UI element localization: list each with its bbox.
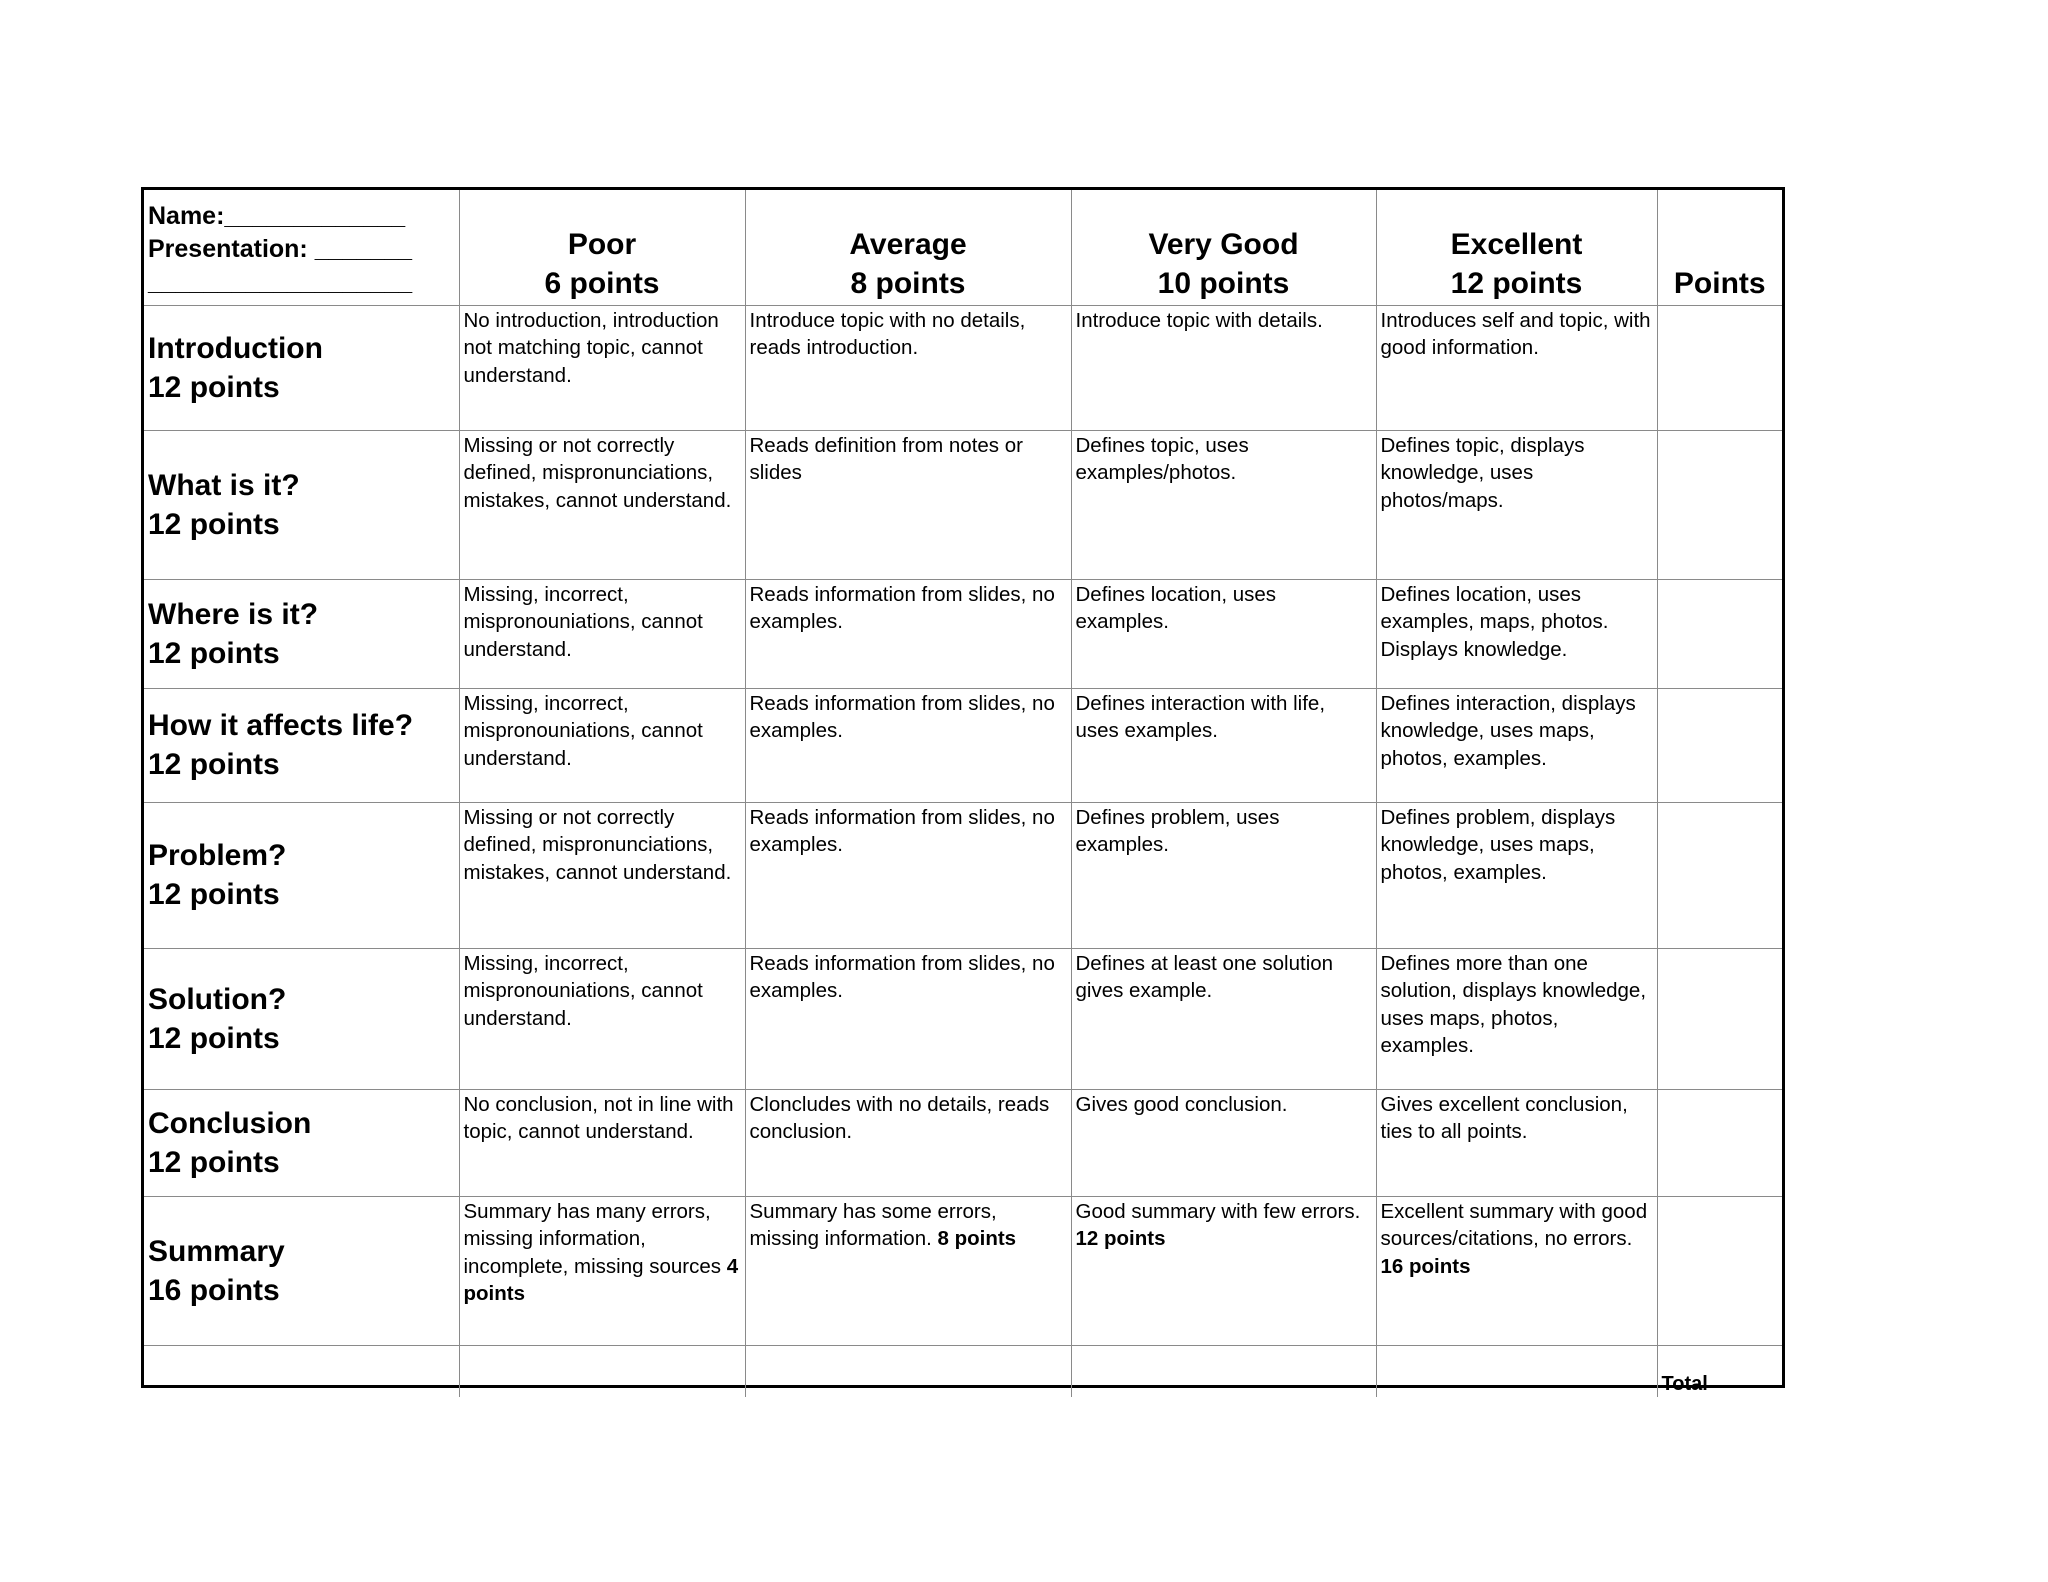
descriptor-average: Reads information from slides, no examples.: [745, 688, 1071, 802]
criterion-cell: [144, 1196, 459, 1345]
descriptor-excellent: Introduces self and topic, with good information.: [1376, 305, 1657, 430]
points-header-label: Points: [1673, 266, 1766, 300]
blank-cell: [1376, 1345, 1657, 1397]
descriptor-excellent: Defines topic, displays knowledge, uses photos/maps.: [1376, 430, 1657, 579]
descriptor-excellent: Defines problem, displays knowledge, uses maps, photos, examples.: [1376, 802, 1657, 948]
descriptor-average: Cloncludes with no details, reads conclusion.: [745, 1089, 1071, 1196]
points-entry-cell[interactable]: [1657, 1196, 1782, 1345]
descriptor-very-good: Defines interaction with life, uses examples.: [1071, 688, 1376, 802]
criterion-row-summary: [144, 1196, 1782, 1345]
criterion-cell: [144, 948, 459, 1089]
descriptor-poor: Missing, incorrect, mispronouniations, cannot understand.: [459, 948, 745, 1089]
level-header-average: [745, 190, 1071, 305]
points-entry-cell[interactable]: [1657, 579, 1782, 688]
descriptor-excellent: Gives excellent conclusion, ties to all points.: [1376, 1089, 1657, 1196]
criterion-cell: [144, 688, 459, 802]
descriptor-excellent: Excellent summary with good sources/citations, no errors. 16 points: [1376, 1196, 1657, 1345]
blank-cell: [1071, 1345, 1376, 1397]
blank-cell: [745, 1345, 1071, 1397]
criterion-row-problem: [144, 802, 1782, 948]
level-points: 8 points: [850, 266, 966, 300]
level-label: Average: [849, 227, 967, 261]
level-points: 10 points: [1157, 266, 1290, 300]
criterion-cell: [144, 802, 459, 948]
level-points: 12 points: [1450, 266, 1583, 300]
descriptor-average: Reads information from slides, no examples.: [745, 579, 1071, 688]
criterion-name: Conclusion: [148, 1106, 312, 1140]
level-header-very-good: [1071, 190, 1376, 305]
criterion-name: Problem?: [148, 839, 287, 872]
descriptor-very-good: Defines topic, uses examples/photos.: [1071, 430, 1376, 579]
points-entry-cell[interactable]: [1657, 430, 1782, 579]
rubric-table: [144, 190, 1782, 1397]
criterion-row-solution: [144, 948, 1782, 1089]
descriptor-average: Reads information from slides, no examples.: [745, 802, 1071, 948]
criterion-name: Introduction: [148, 331, 323, 365]
descriptor-very-good: Introduce topic with details.: [1071, 305, 1376, 430]
criterion-points: 12 points: [148, 878, 280, 911]
level-label: Very Good: [1148, 227, 1299, 261]
descriptor-very-good: Defines location, uses examples.: [1071, 579, 1376, 688]
criterion-name: How it affects life?: [148, 709, 414, 742]
criterion-points: 12 points: [148, 1021, 280, 1055]
criterion-row-where-is-it: [144, 579, 1782, 688]
rubric-sheet: [141, 187, 1785, 1395]
criterion-cell: [144, 430, 459, 579]
points-entry-cell[interactable]: [1657, 1089, 1782, 1196]
blank-cell: [459, 1345, 745, 1397]
descriptor-very-good: Gives good conclusion.: [1071, 1089, 1376, 1196]
descriptor-poor: Summary has many errors, missing information, incomplete, missing sources 4 points: [459, 1196, 745, 1345]
descriptor-excellent: Defines interaction, displays knowledge, uses maps, photos, examples.: [1376, 688, 1657, 802]
descriptor-very-good: Defines problem, uses examples.: [1071, 802, 1376, 948]
criterion-points: 12 points: [148, 636, 280, 670]
criterion-points: 16 points: [148, 1273, 280, 1307]
level-label: Poor: [567, 227, 637, 261]
total-row: [144, 1345, 1782, 1397]
criterion-row-introduction: [144, 305, 1782, 430]
blank-cell: [144, 1345, 459, 1397]
points-entry-cell[interactable]: [1657, 802, 1782, 948]
descriptor-excellent: Defines location, uses examples, maps, photos. Displays knowledge.: [1376, 579, 1657, 688]
descriptor-average: Reads definition from notes or slides: [745, 430, 1071, 579]
criterion-cell: [144, 1089, 459, 1196]
descriptor-average: Introduce topic with no details, reads introduction.: [745, 305, 1071, 430]
points-entry-cell[interactable]: [1657, 948, 1782, 1089]
level-header-excellent: [1376, 190, 1657, 305]
descriptor-average: Reads information from slides, no examples.: [745, 948, 1071, 1089]
criterion-row-what-is-it: [144, 430, 1782, 579]
criterion-row-how-it-affects-life: [144, 688, 1782, 802]
level-label: Excellent: [1450, 227, 1583, 261]
student-info-cell: Name:_____________ Presentation: _______ ___________________: [144, 190, 459, 305]
criterion-points: 12 points: [148, 370, 280, 404]
criterion-name: Solution?: [148, 982, 287, 1016]
points-entry-cell[interactable]: [1657, 688, 1782, 802]
descriptor-poor: No introduction, introduction not matching topic, cannot understand.: [459, 305, 745, 430]
descriptor-poor: Missing, incorrect, mispronouniations, cannot understand.: [459, 579, 745, 688]
criterion-points: 12 points: [148, 1145, 280, 1179]
criterion-name: What is it?: [148, 468, 300, 502]
criterion-points: 12 points: [148, 507, 280, 541]
criterion-cell: [144, 579, 459, 688]
descriptor-poor: Missing, incorrect, mispronouniations, cannot understand.: [459, 688, 745, 802]
descriptor-very-good: Defines at least one solution gives example.: [1071, 948, 1376, 1089]
descriptor-poor: Missing or not correctly defined, mispronunciations, mistakes, cannot understand.: [459, 802, 745, 948]
header-row: [144, 190, 1782, 305]
points-entry-cell[interactable]: [1657, 305, 1782, 430]
criterion-name: Summary: [148, 1234, 285, 1268]
descriptor-very-good: Good summary with few errors. 12 points: [1071, 1196, 1376, 1345]
criterion-row-conclusion: [144, 1089, 1782, 1196]
total-cell[interactable]: Total: [1657, 1345, 1782, 1397]
criterion-points: 12 points: [148, 748, 280, 781]
descriptor-average: Summary has some errors, missing information. 8 points: [745, 1196, 1071, 1345]
points-column-header: [1657, 190, 1782, 305]
level-points: 6 points: [544, 266, 660, 300]
descriptor-poor: No conclusion, not in line with topic, cannot understand.: [459, 1089, 745, 1196]
criterion-name: Where is it?: [148, 597, 319, 631]
descriptor-excellent: Defines more than one solution, displays knowledge, uses maps, photos, examples.: [1376, 948, 1657, 1089]
descriptor-poor: Missing or not correctly defined, mispronunciations, mistakes, cannot understand.: [459, 430, 745, 579]
level-header-poor: [459, 190, 745, 305]
criterion-cell: [144, 305, 459, 430]
